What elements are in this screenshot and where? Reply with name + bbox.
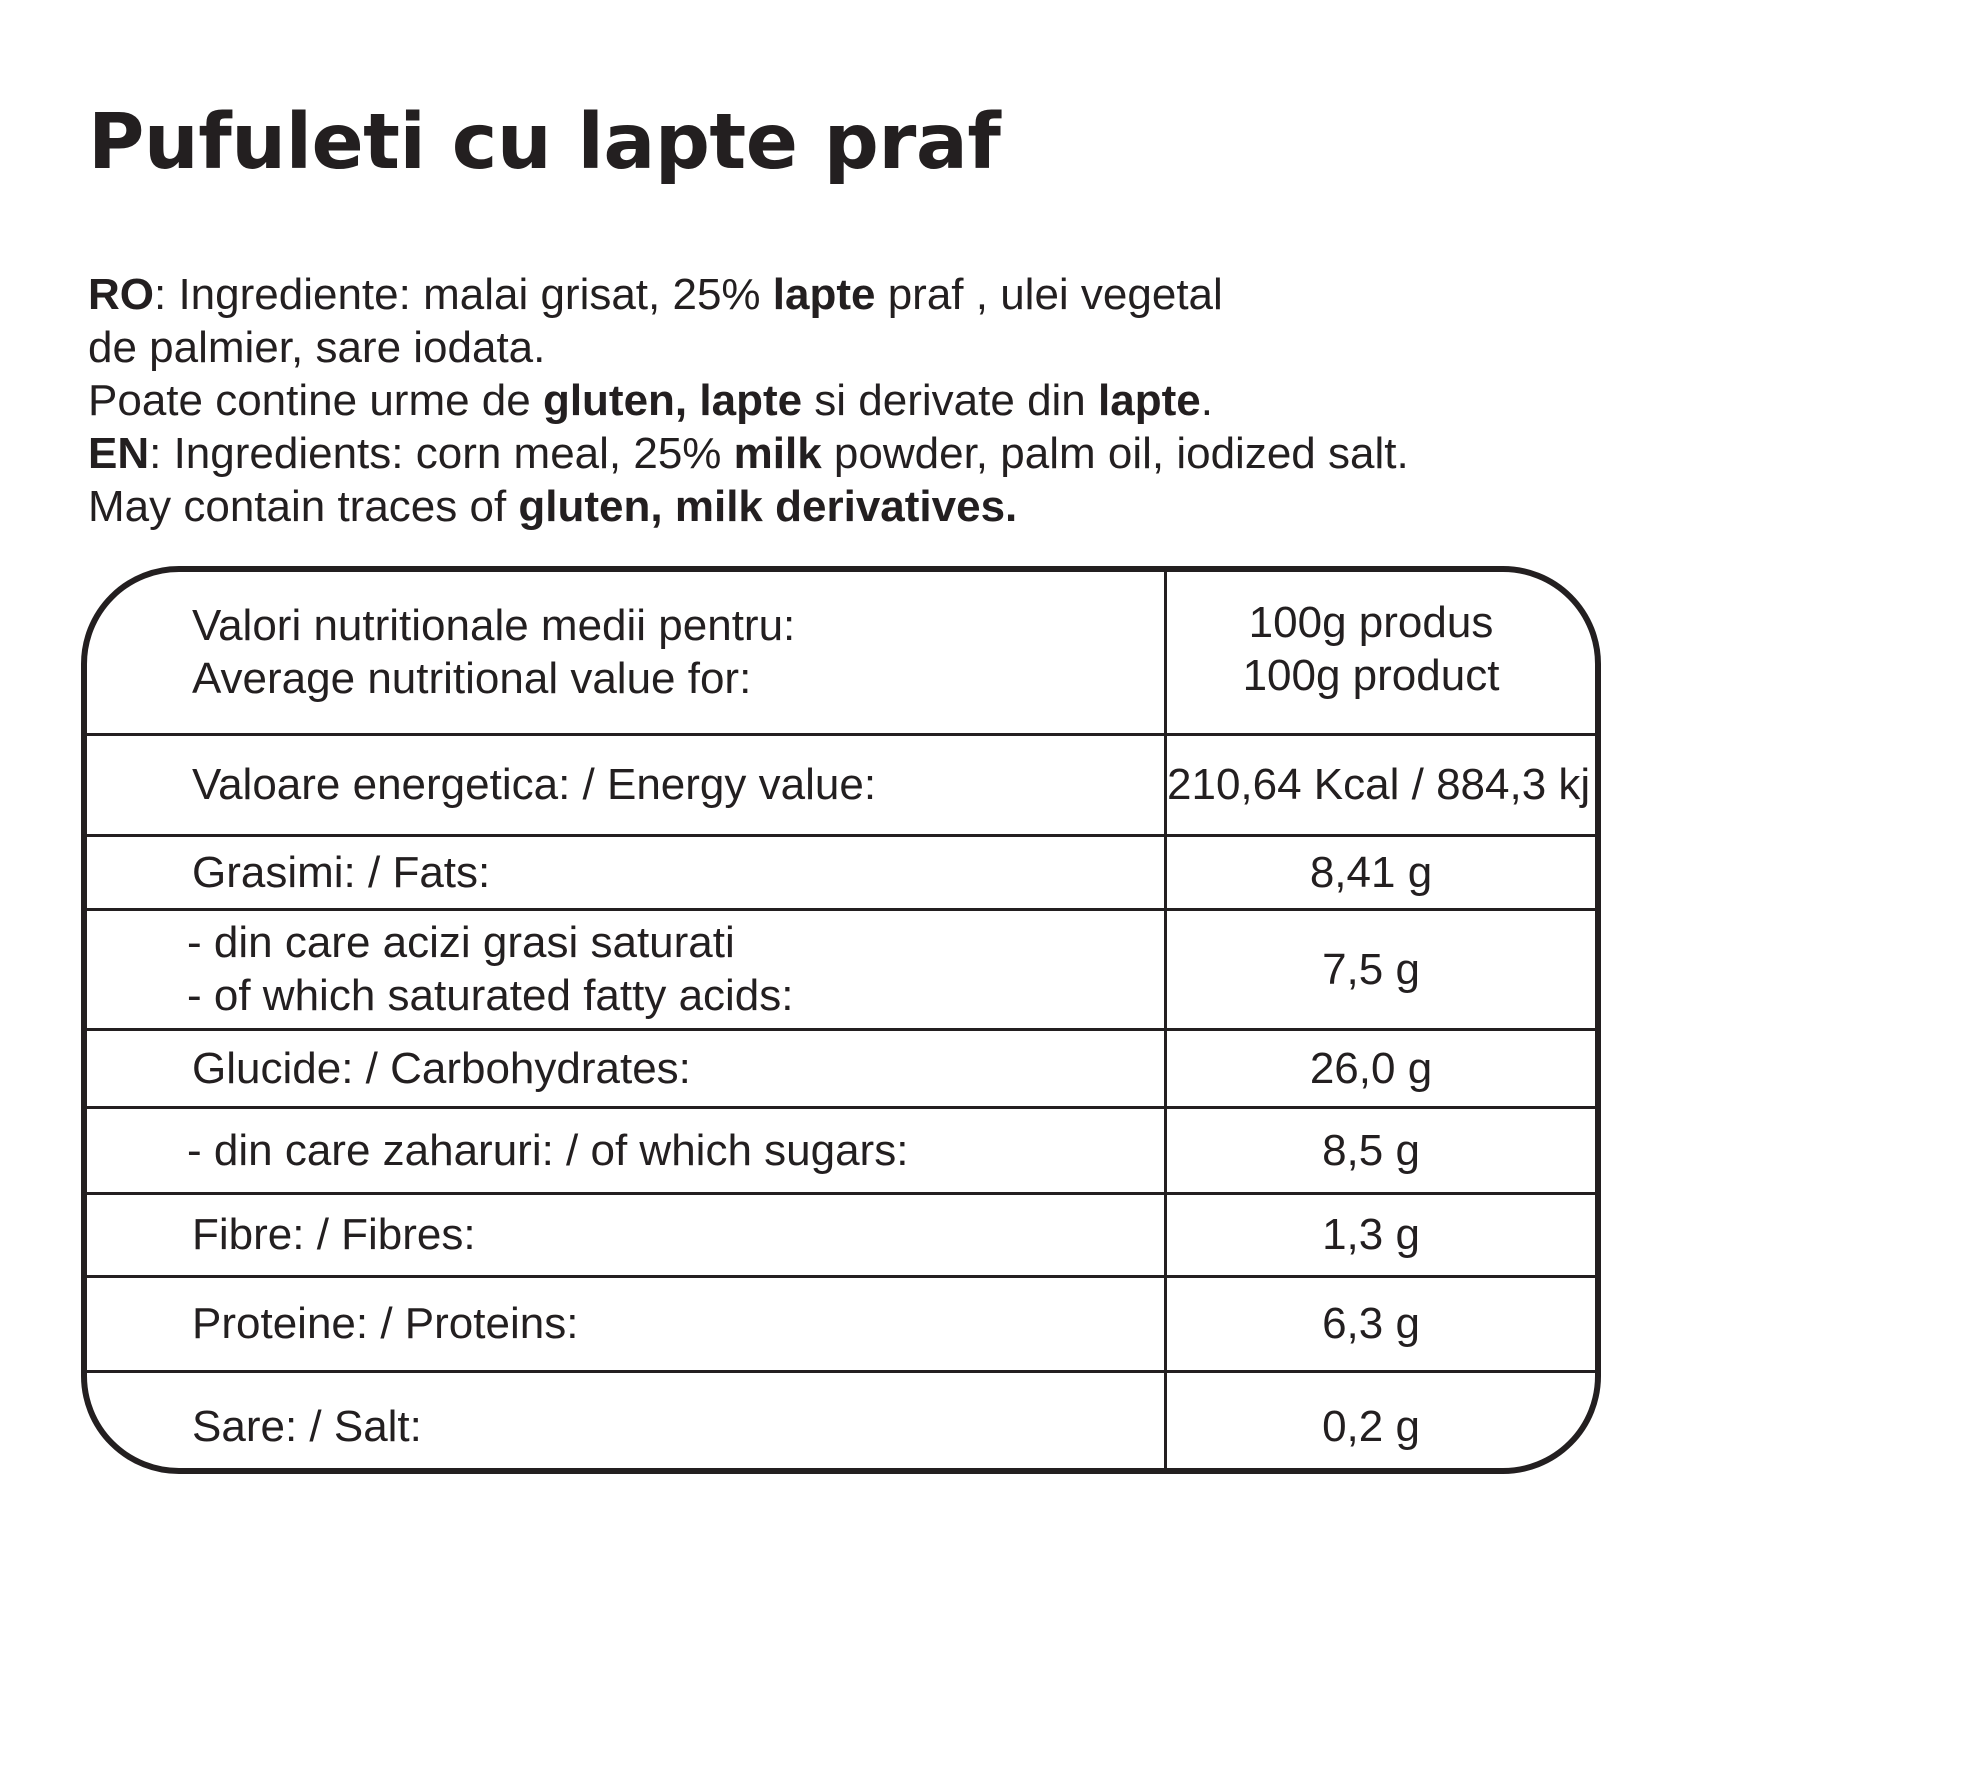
row-label: Glucide: / Carbohydrates: [87,1029,1166,1107]
row-label: - din care zaharuri: / of which sugars: [87,1107,1166,1193]
en-tag: EN [88,429,150,478]
ingredients-ro-line-1: RO: Ingrediente: malai grisat, 25% lapte praf , ulei vegetal [88,270,1223,319]
row-label: Valoare energetica: / Energy value: [87,734,1166,835]
row-value: 0,2 g [1166,1371,1596,1474]
nutrition-row-saturated [87,909,1595,1029]
row-value: 8,5 g [1166,1107,1596,1193]
nutrition-row-proteins [87,1276,1595,1371]
row-value: 8,41 g [1166,835,1596,909]
ingredients-text [88,268,1648,533]
row-label: Grasimi: / Fats: [87,835,1166,909]
row-label: Proteine: / Proteins: [87,1276,1166,1371]
ingredients-ro-line-2: de palmier, sare iodata. [88,323,546,372]
nutrition-row-fibres [87,1193,1595,1276]
row-value: 6,3 g [1166,1276,1596,1371]
row-value: 7,5 g [1166,909,1596,1029]
ingredients-en-line: EN: Ingredients: corn meal, 25% milk powder, palm oil, iodized salt. [88,429,1409,478]
row-value: 1,3 g [1166,1193,1596,1276]
header-value-cell: 100g produs 100g product [1166,572,1596,734]
nutrition-row-energy [87,734,1595,835]
nutrition-row-fats [87,835,1595,909]
allergens-ro-line: Poate contine urme de gluten, lapte si derivate din lapte. [88,376,1213,425]
nutrition-header-row [87,572,1595,734]
ro-tag: RO [88,270,154,319]
header-label-cell: Valori nutritionale medii pentru: Average nutritional value for: [87,572,1166,734]
row-label: - din care acizi grasi saturati - of which saturated fatty acids: [87,909,1166,1029]
row-label: Fibre: / Fibres: [87,1193,1166,1276]
nutrition-table [81,566,1601,1474]
row-value: 210,64 Kcal / 884,3 kj [1166,734,1596,835]
row-value: 26,0 g [1166,1029,1596,1107]
nutrition-row-carbohydrates [87,1029,1595,1107]
row-label: Sare: / Salt: [87,1371,1166,1474]
product-title: Pufuleti cu lapte praf [88,98,1001,187]
allergens-en-line: May contain traces of gluten, milk derivatives. [88,482,1018,531]
nutrition-row-sugars [87,1107,1595,1193]
nutrition-row-salt [87,1371,1595,1474]
